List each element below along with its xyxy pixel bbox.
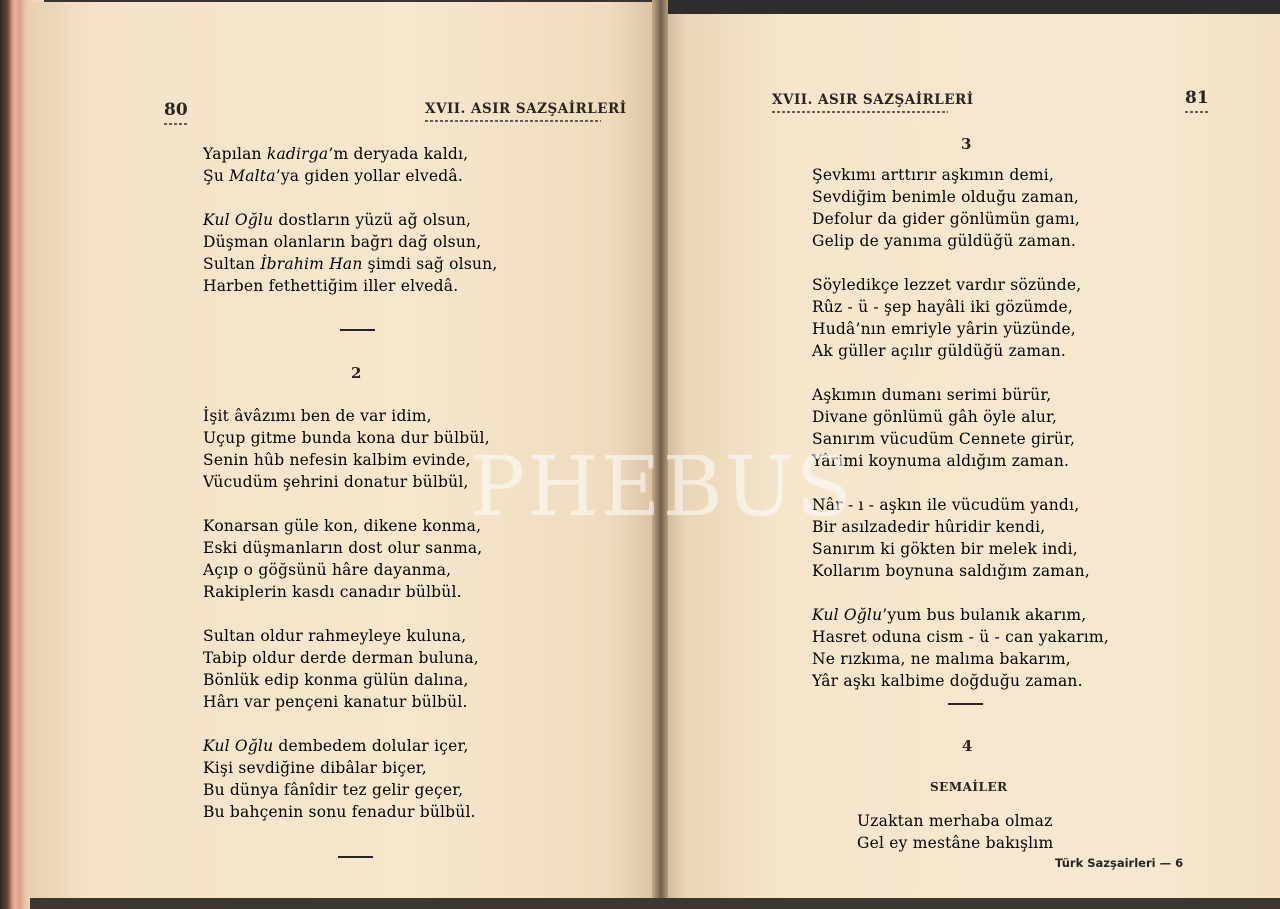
left-page-header: XVII. ASIR SAZŞAİRLERİ (425, 101, 627, 117)
poem-line: Yârimi koynuma aldığım zaman. (812, 452, 1070, 470)
poem-line: Yâr aşkı kalbime doğduğu zaman. (812, 672, 1083, 690)
poem-line: Harben fethettiğim iller elvedâ. (203, 277, 459, 295)
section-divider (338, 856, 373, 858)
poem-line: Hudâ’nın emriyle yârin yüzünde, (812, 320, 1076, 338)
section-divider (948, 703, 983, 705)
poem-line: Konarsan güle kon, dikene konma, (203, 517, 482, 535)
poem-line: Sanırım ki gökten bir melek indi, (812, 540, 1078, 558)
poem-line: Aşkımın dumanı serimi bürür, (812, 386, 1052, 404)
poem-line: Uçup gitme bunda kona dur bülbül, (203, 429, 490, 447)
poem-line: Söyledikçe lezzet vardır sözünde, (812, 276, 1082, 294)
section-3-number: 3 (961, 135, 972, 153)
poem-line: Bir asılzadedir hûridir kendi, (812, 518, 1046, 536)
poem-line: Kişi sevdiğine dibâlar biçer, (203, 759, 427, 777)
section-4-title: SEMAİLER (930, 780, 1008, 794)
poem-line: Yapılan kadirga’m deryada kaldı, (203, 145, 469, 163)
poem-line: Defolur da gider gönlümün gamı, (812, 210, 1081, 228)
poem-line: Tabip oldur derde derman buluna, (203, 649, 479, 667)
poem-line: Rakiplerin kasdı canadır bülbül. (203, 583, 462, 601)
poem-line: Şu Malta’ya giden yollar elvedâ. (203, 167, 463, 185)
poem-line: Sultan oldur rahmeyleye kuluna, (203, 627, 467, 645)
poem2 (203, 405, 490, 823)
poem-line: Sanırım vücudüm Cennete girür, (812, 430, 1076, 448)
poem-line: Eski düşmanların dost olur sanma, (203, 539, 483, 557)
left-header-underline (425, 120, 601, 122)
poem-line: Senin hûb nefesin kalbim evinde, (203, 451, 471, 469)
poem-line: Kul Oğlu’yum bus bulanık akarım, (812, 606, 1087, 624)
poem-line: Ne rızkıma, ne malıma bakarım, (812, 650, 1071, 668)
poem4 (857, 810, 1053, 854)
poem-line: Gel ey mestâne bakışlım (857, 834, 1054, 852)
poem-line: Gelip de yanıma güldüğü zaman. (812, 232, 1076, 250)
poem-line: Bu dünya fânîdir tez gelir geçer, (203, 781, 464, 799)
poem-line: İşit âvâzımı ben de var idim, (203, 407, 432, 425)
poem-line: Açıp o göğsünü hâre dayanma, (203, 561, 452, 579)
poem-line: Ak güller açılır güldüğü zaman. (812, 342, 1067, 360)
poem-line: Sultan İbrahim Han şimdi sağ olsun, (203, 255, 498, 273)
poem3 (812, 164, 1109, 692)
poem-line: Şevkımı arttırır aşkımın demi, (812, 166, 1055, 184)
right-header-underline (772, 111, 948, 113)
background-bottom (30, 898, 1280, 909)
poem-line: Nâr - ı - aşkın ile vücudüm yandı, (812, 496, 1080, 514)
poem-line: Düşman olanların bağrı dağ olsun, (203, 233, 482, 251)
poem-line: Uzaktan merhaba olmaz (857, 812, 1053, 830)
poem-line: Sevdiğim benimle olduğu zaman, (812, 188, 1080, 206)
right-page-number: 81 (1185, 88, 1209, 108)
poem-line: Divane gönlümü gâh öyle alur, (812, 408, 1058, 426)
poem-line: Rûz - ü - şep hayâli iki gözümde, (812, 298, 1073, 316)
right-page-header: XVII. ASIR SAZŞAİRLERİ (772, 92, 974, 108)
poem-line: Vücudüm şehrini donatur bülbül, (203, 473, 469, 491)
poem1 (203, 143, 497, 297)
poem-line: Bönlük edip konma gülün dalına, (203, 671, 469, 689)
background-top (660, 0, 1280, 14)
poem-line: Hasret oduna cism - ü - can yakarım, (812, 628, 1109, 646)
poem-line: Kul Oğlu dembedem dolular içer, (203, 737, 469, 755)
section-divider (340, 329, 375, 331)
poem-line: Kollarım boynuna saldığım zaman, (812, 562, 1090, 580)
section-2-number: 2 (351, 364, 362, 382)
page-footer: Türk Sazşairleri — 6 (1055, 856, 1184, 870)
left-page-number: 80 (164, 100, 188, 120)
poem-line: Hârı var pençeni kanatur bülbül. (203, 693, 468, 711)
poem-line: Kul Oğlu dostların yüzü ağ olsun, (203, 211, 472, 229)
section-4-number: 4 (962, 737, 973, 755)
poem-line: Bu bahçenin sonu fenadur bülbül. (203, 803, 476, 821)
watermark: PHEBUS (470, 440, 855, 535)
